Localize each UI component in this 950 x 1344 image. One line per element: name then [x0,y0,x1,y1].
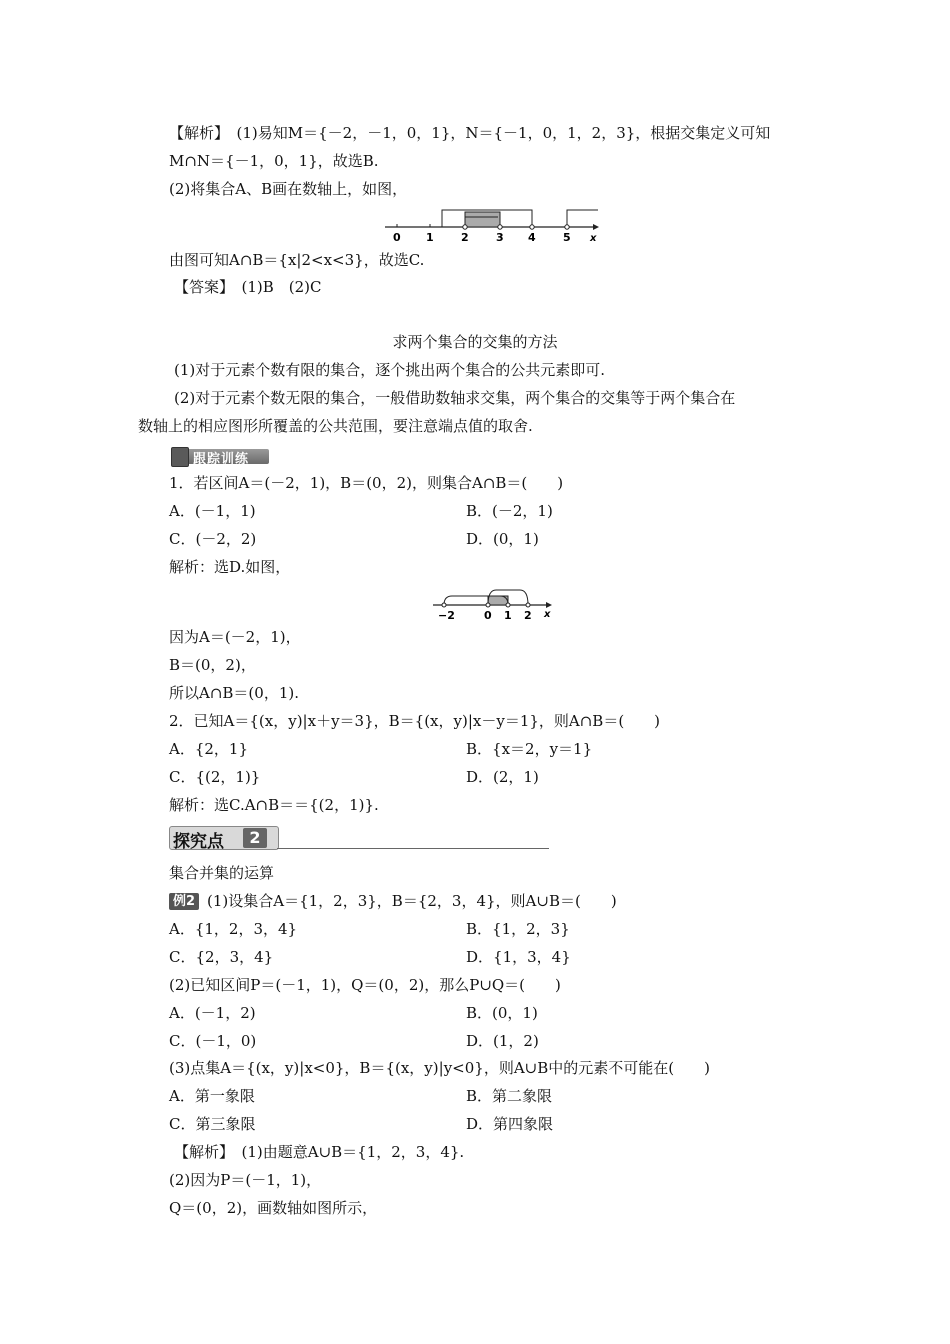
q1-option-row-1 [169,501,256,521]
fig2-tick-0: 0 [484,609,492,622]
section-title: 集合并集的运算 [169,864,275,882]
e1-option-a: A．{1，2，3，4} [169,920,298,938]
e1-option-c: C．{2，3，4} [169,948,274,966]
e1-stem: (1)设集合A＝{1，2，3}，B＝{2，3，4}，则A∪B＝( ) [207,892,617,910]
q1-option-a: A．(－1，1) [169,502,256,520]
q1-step-3: 所以A∩B＝(0，1). [169,684,299,702]
fig2-tick-1: 1 [504,609,512,622]
analysis-line-2: M∩N＝{－1，0，1}，故选B. [169,152,379,170]
fig1-tick-4: 4 [528,231,536,244]
analysis-line-4: 由图可知A∩B＝{x|2<x<3}，故选C. [169,251,425,269]
e1-option-b: B．{1，2，3} [466,920,570,938]
q1-option-b: B．(－2，1) [466,502,553,520]
q2-option-c: C．{(2，1)} [169,768,261,786]
q1-option-d: D．(0，1) [466,530,539,548]
e3-option-b: B．第二象限 [466,1087,553,1105]
e2-option-c: C．(－1，0) [169,1032,257,1050]
q2-stem: 2．已知A＝{(x，y)|x＋y＝3}，B＝{(x，y)|x－y＝1}，则A∩B＝( ) [169,712,661,730]
example-tag: 例2 [169,893,199,910]
number-line-figure-2 [428,587,558,623]
e3-option-d: D．第四象限 [466,1115,554,1133]
fig2-tick-neg2: −2 [438,609,455,622]
e3-stem: (3)点集A＝{(x，y)|x<0}，B＝{(x，y)|y<0}，则A∪B中的元素不可能在( ) [169,1059,710,1077]
e3-option-c: C．第三象限 [169,1115,256,1133]
analysis-line-1: 【解析】 (1)易知M＝{－2，－1，0，1}，N＝{－1，0，1，2，3}，根据交集定义可知 [169,124,771,142]
method-title: 求两个集合的交集的方法 [392,333,558,351]
e3-option-a: A．第一象限 [169,1087,255,1105]
q1-stem: 1．若区间A＝(－2，1)，B＝(0，2)，则集合A∩B＝( ) [169,474,564,492]
e2-stem: (2)已知区间P＝(－1，1)，Q＝(0，2)，那么P∪Q＝( ) [169,976,561,994]
explore-point-number: 2 [243,828,267,848]
q2-option-b: B．{x＝2，y＝1} [466,740,593,758]
number-line-figure-1 [380,203,605,245]
fig1-tick-5: 5 [563,231,571,244]
method-point-2b: 数轴上的相应图形所覆盖的公共范围，要注意端点值的取舍. [138,417,533,435]
answer-line: 【答案】 (1)B (2)C [174,278,322,296]
fig1-tick-3: 3 [496,231,504,244]
e-analysis-3: Q＝(0，2)，画数轴如图所示， [169,1199,378,1217]
method-point-2a: (2)对于元素个数无限的集合，一般借助数轴求交集，两个集合的交集等于两个集合在 [174,389,736,407]
fig2-tick-2: 2 [524,609,532,622]
explore-point-title: 探究点 [173,832,224,852]
q1-step-2: B＝(0，2)， [169,656,256,674]
e1-option-d: D．{1，3，4} [466,948,571,966]
fig1-tick-2: 2 [461,231,469,244]
e2-option-d: D．(1，2) [466,1032,539,1050]
q2-solution: 解析：选C.A∩B＝＝{(2，1)}. [169,796,379,814]
q1-option-c: C．(－2，2) [169,530,257,548]
fig1-axis-x: x [590,233,597,244]
e-analysis-2: (2)因为P＝(－1，1)， [169,1171,322,1189]
explore-point-header [169,826,549,852]
fig1-tick-0: 0 [393,231,401,244]
notebook-icon [171,447,189,467]
q2-option-d: D．(2，1) [466,768,539,786]
e-analysis-1: 【解析】 (1)由题意A∪B＝{1，2，3，4}. [174,1143,465,1161]
e2-option-b: B．(0，1) [466,1004,538,1022]
practice-badge [171,447,271,466]
method-point-1: (1)对于元素个数有限的集合，逐个挑出两个集合的公共元素即可. [174,361,606,379]
e2-option-a: A．(－1，2) [169,1004,256,1022]
fig2-axis-x: x [544,609,551,620]
fig1-tick-1: 1 [426,231,434,244]
q1-solution: 解析：选D.如图， [169,558,291,576]
practice-badge-label: 跟踪训练 [193,452,250,467]
q2-option-a: A．{2，1} [169,740,249,758]
analysis-line-3: (2)将集合A、B画在数轴上，如图， [169,180,408,198]
q1-step-1: 因为A＝(－2，1)， [169,628,301,646]
